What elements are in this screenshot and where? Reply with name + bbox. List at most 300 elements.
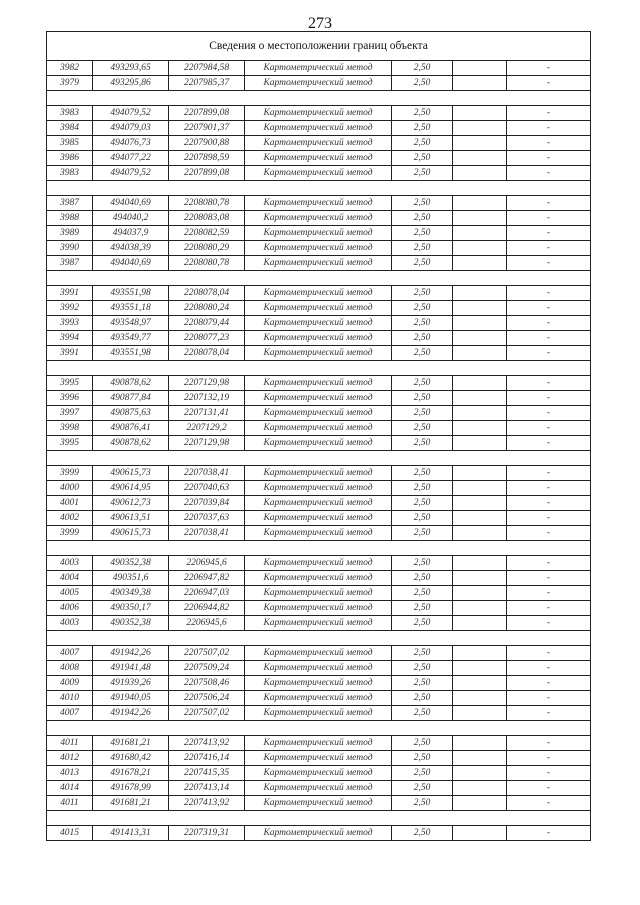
- method-cell: Картометрический метод: [245, 226, 392, 241]
- extra-cell: [453, 106, 507, 121]
- accuracy-cell: 2,50: [392, 256, 453, 271]
- x-coordinate-cell: 493549,77: [93, 331, 169, 346]
- y-coordinate-cell: 2207129,98: [169, 436, 245, 451]
- point-number-cell: 4008: [47, 661, 93, 676]
- accuracy-cell: 2,50: [392, 826, 453, 841]
- separator-cell: [47, 271, 591, 286]
- extra-cell: [453, 406, 507, 421]
- y-coordinate-cell: 2207416,14: [169, 751, 245, 766]
- table-title: Сведения о местоположении границ объекта: [47, 32, 591, 61]
- accuracy-cell: 2,50: [392, 376, 453, 391]
- point-number-cell: 3986: [47, 151, 93, 166]
- accuracy-cell: 2,50: [392, 121, 453, 136]
- point-number-cell: 4010: [47, 691, 93, 706]
- table-row: [47, 226, 591, 241]
- table-row: [47, 436, 591, 451]
- point-number-cell: 4003: [47, 616, 93, 631]
- description-cell: -: [507, 136, 591, 151]
- y-coordinate-cell: 2208079,44: [169, 316, 245, 331]
- accuracy-cell: 2,50: [392, 661, 453, 676]
- x-coordinate-cell: 490878,62: [93, 436, 169, 451]
- method-cell: Картометрический метод: [245, 661, 392, 676]
- description-cell: -: [507, 226, 591, 241]
- point-number-cell: 4002: [47, 511, 93, 526]
- y-coordinate-cell: 2207413,92: [169, 796, 245, 811]
- separator-cell: [47, 451, 591, 466]
- table-row: [47, 661, 591, 676]
- boundary-coordinates-table: [46, 31, 591, 841]
- point-number-cell: 3989: [47, 226, 93, 241]
- point-number-cell: 3984: [47, 121, 93, 136]
- description-cell: -: [507, 766, 591, 781]
- description-cell: -: [507, 556, 591, 571]
- extra-cell: [453, 241, 507, 256]
- point-number-cell: 3987: [47, 196, 93, 211]
- method-cell: Картометрический метод: [245, 481, 392, 496]
- accuracy-cell: 2,50: [392, 706, 453, 721]
- x-coordinate-cell: 490352,38: [93, 556, 169, 571]
- separator-cell: [47, 361, 591, 376]
- separator-cell: [47, 811, 591, 826]
- accuracy-cell: 2,50: [392, 466, 453, 481]
- point-number-cell: 3985: [47, 136, 93, 151]
- x-coordinate-cell: 491940,05: [93, 691, 169, 706]
- x-coordinate-cell: 493295,86: [93, 76, 169, 91]
- description-cell: -: [507, 406, 591, 421]
- x-coordinate-cell: 490615,73: [93, 466, 169, 481]
- point-number-cell: 3987: [47, 256, 93, 271]
- x-coordinate-cell: 493293,65: [93, 61, 169, 76]
- y-coordinate-cell: 2207415,35: [169, 766, 245, 781]
- group-separator-row: [47, 361, 591, 376]
- description-cell: -: [507, 511, 591, 526]
- table-row: [47, 61, 591, 76]
- description-cell: -: [507, 241, 591, 256]
- point-number-cell: 4001: [47, 496, 93, 511]
- y-coordinate-cell: 2207129,2: [169, 421, 245, 436]
- x-coordinate-cell: 493551,18: [93, 301, 169, 316]
- y-coordinate-cell: 2207508,46: [169, 676, 245, 691]
- extra-cell: [453, 376, 507, 391]
- table-row: [47, 691, 591, 706]
- accuracy-cell: 2,50: [392, 511, 453, 526]
- method-cell: Картометрический метод: [245, 121, 392, 136]
- accuracy-cell: 2,50: [392, 241, 453, 256]
- x-coordinate-cell: 494040,69: [93, 256, 169, 271]
- extra-cell: [453, 316, 507, 331]
- extra-cell: [453, 736, 507, 751]
- table-row: [47, 151, 591, 166]
- accuracy-cell: 2,50: [392, 76, 453, 91]
- description-cell: -: [507, 571, 591, 586]
- group-separator-row: [47, 721, 591, 736]
- x-coordinate-cell: 490352,38: [93, 616, 169, 631]
- extra-cell: [453, 466, 507, 481]
- method-cell: Картометрический метод: [245, 751, 392, 766]
- point-number-cell: 3983: [47, 106, 93, 121]
- table-row: [47, 586, 591, 601]
- extra-cell: [453, 391, 507, 406]
- extra-cell: [453, 301, 507, 316]
- method-cell: Картометрический метод: [245, 646, 392, 661]
- extra-cell: [453, 616, 507, 631]
- point-number-cell: 3983: [47, 166, 93, 181]
- y-coordinate-cell: 2207038,41: [169, 526, 245, 541]
- y-coordinate-cell: 2206945,6: [169, 616, 245, 631]
- accuracy-cell: 2,50: [392, 196, 453, 211]
- description-cell: -: [507, 301, 591, 316]
- group-separator-row: [47, 811, 591, 826]
- accuracy-cell: 2,50: [392, 616, 453, 631]
- method-cell: Картометрический метод: [245, 826, 392, 841]
- y-coordinate-cell: 2207901,37: [169, 121, 245, 136]
- method-cell: Картометрический метод: [245, 286, 392, 301]
- description-cell: -: [507, 346, 591, 361]
- extra-cell: [453, 136, 507, 151]
- method-cell: Картометрический метод: [245, 796, 392, 811]
- extra-cell: [453, 511, 507, 526]
- point-number-cell: 3999: [47, 466, 93, 481]
- accuracy-cell: 2,50: [392, 316, 453, 331]
- group-separator-row: [47, 181, 591, 196]
- accuracy-cell: 2,50: [392, 676, 453, 691]
- table-header-row: [47, 32, 591, 61]
- accuracy-cell: 2,50: [392, 601, 453, 616]
- accuracy-cell: 2,50: [392, 691, 453, 706]
- point-number-cell: 3979: [47, 76, 93, 91]
- table-row: [47, 316, 591, 331]
- method-cell: Картометрический метод: [245, 241, 392, 256]
- x-coordinate-cell: 491681,21: [93, 796, 169, 811]
- method-cell: Картометрический метод: [245, 256, 392, 271]
- point-number-cell: 4011: [47, 736, 93, 751]
- method-cell: Картометрический метод: [245, 466, 392, 481]
- description-cell: -: [507, 286, 591, 301]
- extra-cell: [453, 481, 507, 496]
- extra-cell: [453, 676, 507, 691]
- point-number-cell: 4013: [47, 766, 93, 781]
- x-coordinate-cell: 490876,41: [93, 421, 169, 436]
- point-number-cell: 4006: [47, 601, 93, 616]
- point-number-cell: 3995: [47, 376, 93, 391]
- y-coordinate-cell: 2207040,63: [169, 481, 245, 496]
- accuracy-cell: 2,50: [392, 106, 453, 121]
- extra-cell: [453, 796, 507, 811]
- method-cell: Картометрический метод: [245, 736, 392, 751]
- description-cell: -: [507, 616, 591, 631]
- table-row: [47, 736, 591, 751]
- point-number-cell: 3993: [47, 316, 93, 331]
- y-coordinate-cell: 2207898,59: [169, 151, 245, 166]
- method-cell: Картометрический метод: [245, 436, 392, 451]
- description-cell: -: [507, 751, 591, 766]
- extra-cell: [453, 331, 507, 346]
- table-row: [47, 616, 591, 631]
- x-coordinate-cell: 494040,2: [93, 211, 169, 226]
- y-coordinate-cell: 2207900,88: [169, 136, 245, 151]
- point-number-cell: 3999: [47, 526, 93, 541]
- method-cell: Картометрический метод: [245, 196, 392, 211]
- x-coordinate-cell: 491941,48: [93, 661, 169, 676]
- extra-cell: [453, 226, 507, 241]
- point-number-cell: 4012: [47, 751, 93, 766]
- accuracy-cell: 2,50: [392, 166, 453, 181]
- method-cell: Картометрический метод: [245, 496, 392, 511]
- method-cell: Картометрический метод: [245, 556, 392, 571]
- y-coordinate-cell: 2208082,59: [169, 226, 245, 241]
- description-cell: -: [507, 256, 591, 271]
- point-number-cell: 4009: [47, 676, 93, 691]
- x-coordinate-cell: 491681,21: [93, 736, 169, 751]
- description-cell: -: [507, 646, 591, 661]
- y-coordinate-cell: 2207038,41: [169, 466, 245, 481]
- y-coordinate-cell: 2207129,98: [169, 376, 245, 391]
- point-number-cell: 4003: [47, 556, 93, 571]
- extra-cell: [453, 496, 507, 511]
- x-coordinate-cell: 490350,17: [93, 601, 169, 616]
- y-coordinate-cell: 2208080,78: [169, 196, 245, 211]
- description-cell: -: [507, 121, 591, 136]
- point-number-cell: 4015: [47, 826, 93, 841]
- table-row: [47, 496, 591, 511]
- description-cell: -: [507, 391, 591, 406]
- extra-cell: [453, 661, 507, 676]
- description-cell: -: [507, 166, 591, 181]
- accuracy-cell: 2,50: [392, 436, 453, 451]
- table-row: [47, 121, 591, 136]
- description-cell: -: [507, 331, 591, 346]
- table-row: [47, 391, 591, 406]
- method-cell: Картометрический метод: [245, 76, 392, 91]
- description-cell: -: [507, 736, 591, 751]
- y-coordinate-cell: 2208078,04: [169, 346, 245, 361]
- x-coordinate-cell: 491942,26: [93, 706, 169, 721]
- y-coordinate-cell: 2207037,63: [169, 511, 245, 526]
- table-row: [47, 481, 591, 496]
- y-coordinate-cell: 2208077,23: [169, 331, 245, 346]
- table-row: [47, 106, 591, 121]
- description-cell: -: [507, 151, 591, 166]
- point-number-cell: 3991: [47, 286, 93, 301]
- method-cell: Картометрический метод: [245, 331, 392, 346]
- y-coordinate-cell: 2207509,24: [169, 661, 245, 676]
- y-coordinate-cell: 2207132,19: [169, 391, 245, 406]
- method-cell: Картометрический метод: [245, 346, 392, 361]
- extra-cell: [453, 706, 507, 721]
- table-row: [47, 571, 591, 586]
- y-coordinate-cell: 2206947,82: [169, 571, 245, 586]
- extra-cell: [453, 586, 507, 601]
- table-row: [47, 196, 591, 211]
- extra-cell: [453, 436, 507, 451]
- point-number-cell: 3996: [47, 391, 93, 406]
- method-cell: Картометрический метод: [245, 151, 392, 166]
- group-separator-row: [47, 541, 591, 556]
- accuracy-cell: 2,50: [392, 331, 453, 346]
- table-row: [47, 211, 591, 226]
- table-row: [47, 646, 591, 661]
- description-cell: -: [507, 436, 591, 451]
- point-number-cell: 4014: [47, 781, 93, 796]
- table-row: [47, 331, 591, 346]
- x-coordinate-cell: 494079,52: [93, 166, 169, 181]
- accuracy-cell: 2,50: [392, 61, 453, 76]
- point-number-cell: 3992: [47, 301, 93, 316]
- point-number-cell: 3988: [47, 211, 93, 226]
- accuracy-cell: 2,50: [392, 421, 453, 436]
- y-coordinate-cell: 2207985,37: [169, 76, 245, 91]
- x-coordinate-cell: 493551,98: [93, 346, 169, 361]
- x-coordinate-cell: 494076,73: [93, 136, 169, 151]
- extra-cell: [453, 556, 507, 571]
- x-coordinate-cell: 490612,73: [93, 496, 169, 511]
- extra-cell: [453, 691, 507, 706]
- accuracy-cell: 2,50: [392, 781, 453, 796]
- description-cell: -: [507, 586, 591, 601]
- description-cell: -: [507, 211, 591, 226]
- point-number-cell: 3997: [47, 406, 93, 421]
- table-row: [47, 241, 591, 256]
- separator-cell: [47, 91, 591, 106]
- description-cell: -: [507, 796, 591, 811]
- extra-cell: [453, 571, 507, 586]
- x-coordinate-cell: 490614,95: [93, 481, 169, 496]
- x-coordinate-cell: 490878,62: [93, 376, 169, 391]
- description-cell: -: [507, 376, 591, 391]
- table-row: [47, 301, 591, 316]
- x-coordinate-cell: 493551,98: [93, 286, 169, 301]
- extra-cell: [453, 346, 507, 361]
- table-row: [47, 706, 591, 721]
- description-cell: -: [507, 316, 591, 331]
- y-coordinate-cell: 2207984,58: [169, 61, 245, 76]
- accuracy-cell: 2,50: [392, 766, 453, 781]
- method-cell: Картометрический метод: [245, 526, 392, 541]
- method-cell: Картометрический метод: [245, 586, 392, 601]
- extra-cell: [453, 826, 507, 841]
- x-coordinate-cell: 494038,39: [93, 241, 169, 256]
- table-row: [47, 796, 591, 811]
- y-coordinate-cell: 2207319,31: [169, 826, 245, 841]
- x-coordinate-cell: 491942,26: [93, 646, 169, 661]
- description-cell: -: [507, 421, 591, 436]
- x-coordinate-cell: 494040,69: [93, 196, 169, 211]
- extra-cell: [453, 61, 507, 76]
- table-row: [47, 166, 591, 181]
- point-number-cell: 3990: [47, 241, 93, 256]
- method-cell: Картометрический метод: [245, 61, 392, 76]
- method-cell: Картометрический метод: [245, 406, 392, 421]
- y-coordinate-cell: 2208080,24: [169, 301, 245, 316]
- x-coordinate-cell: 491413,31: [93, 826, 169, 841]
- method-cell: Картометрический метод: [245, 391, 392, 406]
- method-cell: Картометрический метод: [245, 616, 392, 631]
- extra-cell: [453, 526, 507, 541]
- method-cell: Картометрический метод: [245, 601, 392, 616]
- accuracy-cell: 2,50: [392, 736, 453, 751]
- separator-cell: [47, 721, 591, 736]
- point-number-cell: 4004: [47, 571, 93, 586]
- table-row: [47, 76, 591, 91]
- point-number-cell: 3994: [47, 331, 93, 346]
- y-coordinate-cell: 2207899,08: [169, 166, 245, 181]
- y-coordinate-cell: 2206945,6: [169, 556, 245, 571]
- y-coordinate-cell: 2207507,02: [169, 706, 245, 721]
- accuracy-cell: 2,50: [392, 571, 453, 586]
- x-coordinate-cell: 490351,6: [93, 571, 169, 586]
- table-row: [47, 376, 591, 391]
- x-coordinate-cell: 490613,51: [93, 511, 169, 526]
- x-coordinate-cell: 491678,21: [93, 766, 169, 781]
- extra-cell: [453, 211, 507, 226]
- x-coordinate-cell: 494079,03: [93, 121, 169, 136]
- accuracy-cell: 2,50: [392, 481, 453, 496]
- method-cell: Картометрический метод: [245, 301, 392, 316]
- point-number-cell: 3998: [47, 421, 93, 436]
- accuracy-cell: 2,50: [392, 556, 453, 571]
- description-cell: -: [507, 781, 591, 796]
- group-separator-row: [47, 451, 591, 466]
- method-cell: Картометрический метод: [245, 211, 392, 226]
- description-cell: -: [507, 826, 591, 841]
- y-coordinate-cell: 2207506,24: [169, 691, 245, 706]
- method-cell: Картометрический метод: [245, 166, 392, 181]
- accuracy-cell: 2,50: [392, 526, 453, 541]
- method-cell: Картометрический метод: [245, 706, 392, 721]
- method-cell: Картометрический метод: [245, 781, 392, 796]
- accuracy-cell: 2,50: [392, 286, 453, 301]
- description-cell: -: [507, 526, 591, 541]
- description-cell: -: [507, 481, 591, 496]
- x-coordinate-cell: 491680,42: [93, 751, 169, 766]
- separator-cell: [47, 181, 591, 196]
- accuracy-cell: 2,50: [392, 406, 453, 421]
- x-coordinate-cell: 490877,84: [93, 391, 169, 406]
- y-coordinate-cell: 2207131,41: [169, 406, 245, 421]
- x-coordinate-cell: 490615,73: [93, 526, 169, 541]
- point-number-cell: 4007: [47, 706, 93, 721]
- table-row: [47, 601, 591, 616]
- accuracy-cell: 2,50: [392, 346, 453, 361]
- table-row: [47, 406, 591, 421]
- table-row: [47, 346, 591, 361]
- method-cell: Картометрический метод: [245, 136, 392, 151]
- y-coordinate-cell: 2207899,08: [169, 106, 245, 121]
- x-coordinate-cell: 494077,22: [93, 151, 169, 166]
- point-number-cell: 4005: [47, 586, 93, 601]
- table-row: [47, 286, 591, 301]
- point-number-cell: 4011: [47, 796, 93, 811]
- point-number-cell: 4000: [47, 481, 93, 496]
- table-row: [47, 466, 591, 481]
- x-coordinate-cell: 493548,97: [93, 316, 169, 331]
- accuracy-cell: 2,50: [392, 211, 453, 226]
- extra-cell: [453, 286, 507, 301]
- point-number-cell: 3991: [47, 346, 93, 361]
- y-coordinate-cell: 2208078,04: [169, 286, 245, 301]
- extra-cell: [453, 781, 507, 796]
- description-cell: -: [507, 661, 591, 676]
- table-row: [47, 136, 591, 151]
- accuracy-cell: 2,50: [392, 391, 453, 406]
- group-separator-row: [47, 91, 591, 106]
- table-row: [47, 751, 591, 766]
- accuracy-cell: 2,50: [392, 136, 453, 151]
- description-cell: -: [507, 76, 591, 91]
- method-cell: Картометрический метод: [245, 376, 392, 391]
- x-coordinate-cell: 494037,9: [93, 226, 169, 241]
- y-coordinate-cell: 2208080,78: [169, 256, 245, 271]
